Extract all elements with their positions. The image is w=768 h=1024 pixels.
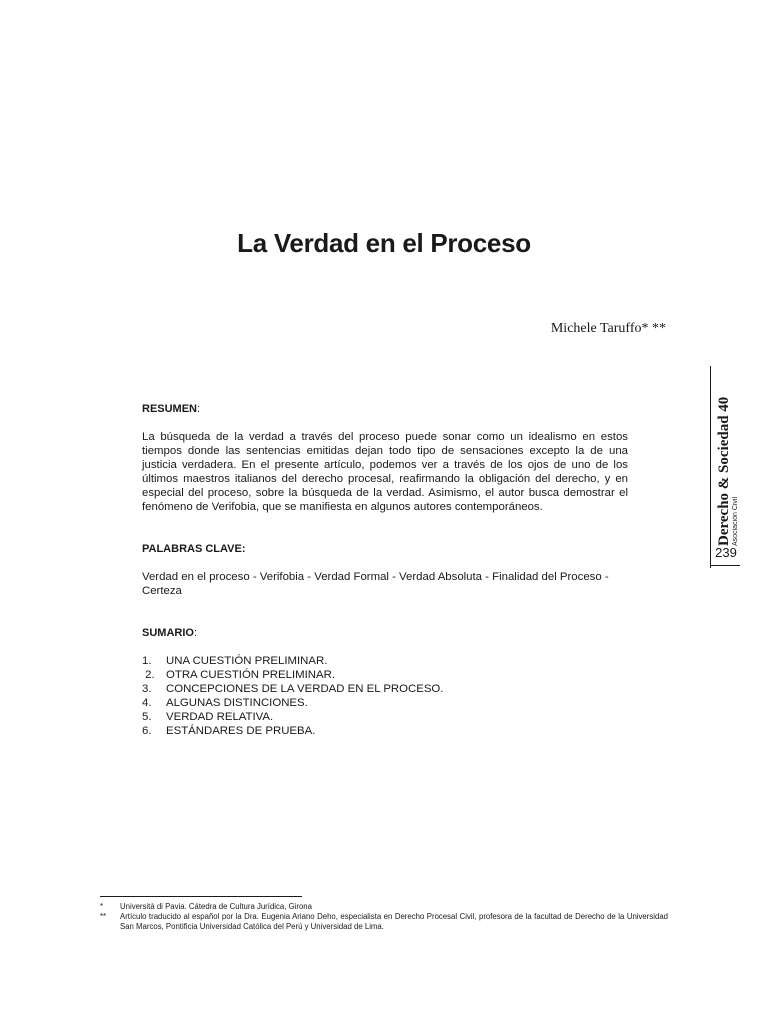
page-number-rule: [710, 565, 740, 566]
list-item: [142, 696, 628, 710]
list-item-text: UNA CUESTIÓN PRELIMINAR.: [166, 655, 328, 667]
palabras-clave-heading: PALABRAS CLAVE:: [142, 543, 246, 555]
journal-subtitle: Asociación Civil: [732, 496, 739, 546]
page-number: 239: [715, 545, 737, 560]
list-item-number: 6.: [142, 725, 152, 737]
footnote-text: Artículo traducido al español por la Dra. Eugenia Ariano Deho, especialista en Derecho Procesal Civil, profesora de la facultad de Derecho de la Universidad San Marcos, Pontificia Universidad Católica del Perú y Universidad de Lima.: [120, 912, 668, 931]
side-divider: [710, 366, 711, 568]
list-item: [142, 710, 628, 724]
footnote: [100, 912, 668, 932]
list-item-text: CONCEPCIONES DE LA VERDAD EN EL PROCESO.: [166, 683, 444, 695]
resumen-heading-colon: :: [197, 403, 201, 415]
list-item-number: 1.: [142, 655, 152, 667]
list-item-number: 5.: [142, 711, 152, 723]
resumen-text: La búsqueda de la verdad a través del proceso puede sonar como un idealismo en estos tiempos donde las sentencias emitidas dejan todo tipo de sensaciones excepto la de una justicia verdadera. En el presente artículo, podemos ver a través de los ojos de uno de los últimos maestros italianos del derecho procesal, reafirmando la obligación del derecho, y en especial del proceso, sobre la búsqueda de la verdad. Asimismo, el autor busca demostrar el fenómeno de Verifobia, que se manifiesta en algunos autores contemporáneos.: [142, 431, 628, 513]
journal-name: Derecho & Sociedad 40: [716, 396, 732, 546]
resumen-heading-label: RESUMEN: [142, 403, 198, 415]
list-item: [142, 682, 628, 696]
list-item-number: 2.: [142, 669, 155, 681]
sumario-heading-label: SUMARIO: [142, 627, 194, 639]
list-item-number: 4.: [142, 697, 152, 709]
sumario-list: [142, 654, 628, 738]
article-front-matter: [142, 402, 628, 738]
author-name: Michele Taruffo* **: [550, 321, 666, 336]
list-item-number: 3.: [142, 683, 152, 695]
list-item-text: VERDAD RELATIVA.: [166, 711, 274, 723]
list-item-text: ALGUNAS DISTINCIONES.: [166, 697, 308, 709]
list-item: [142, 668, 628, 682]
sumario-heading: [142, 626, 628, 640]
list-item-text: OTRA CUESTIÓN PRELIMINAR.: [166, 669, 335, 681]
journal-side-label: [710, 366, 740, 568]
list-item: [142, 724, 628, 738]
footnote-rule: [100, 896, 302, 897]
list-item: [142, 654, 628, 668]
palabras-clave-text: Verdad en el proceso - Verifobia - Verdad Formal - Verdad Absoluta - Finalidad del Proceso - Certeza: [142, 571, 609, 597]
article-title: La Verdad en el Proceso: [237, 228, 531, 258]
footnote: [100, 902, 668, 912]
footnote-mark: *: [100, 902, 104, 911]
list-item-text: ESTÁNDARES DE PRUEBA.: [166, 725, 316, 737]
footnotes: [100, 896, 668, 932]
resumen-heading: [142, 402, 628, 416]
footnote-text: Università di Pavia. Cátedra de Cultura Jurídica, Girona: [120, 902, 312, 911]
sumario-heading-colon: :: [193, 627, 198, 639]
footnote-mark: **: [100, 912, 107, 921]
